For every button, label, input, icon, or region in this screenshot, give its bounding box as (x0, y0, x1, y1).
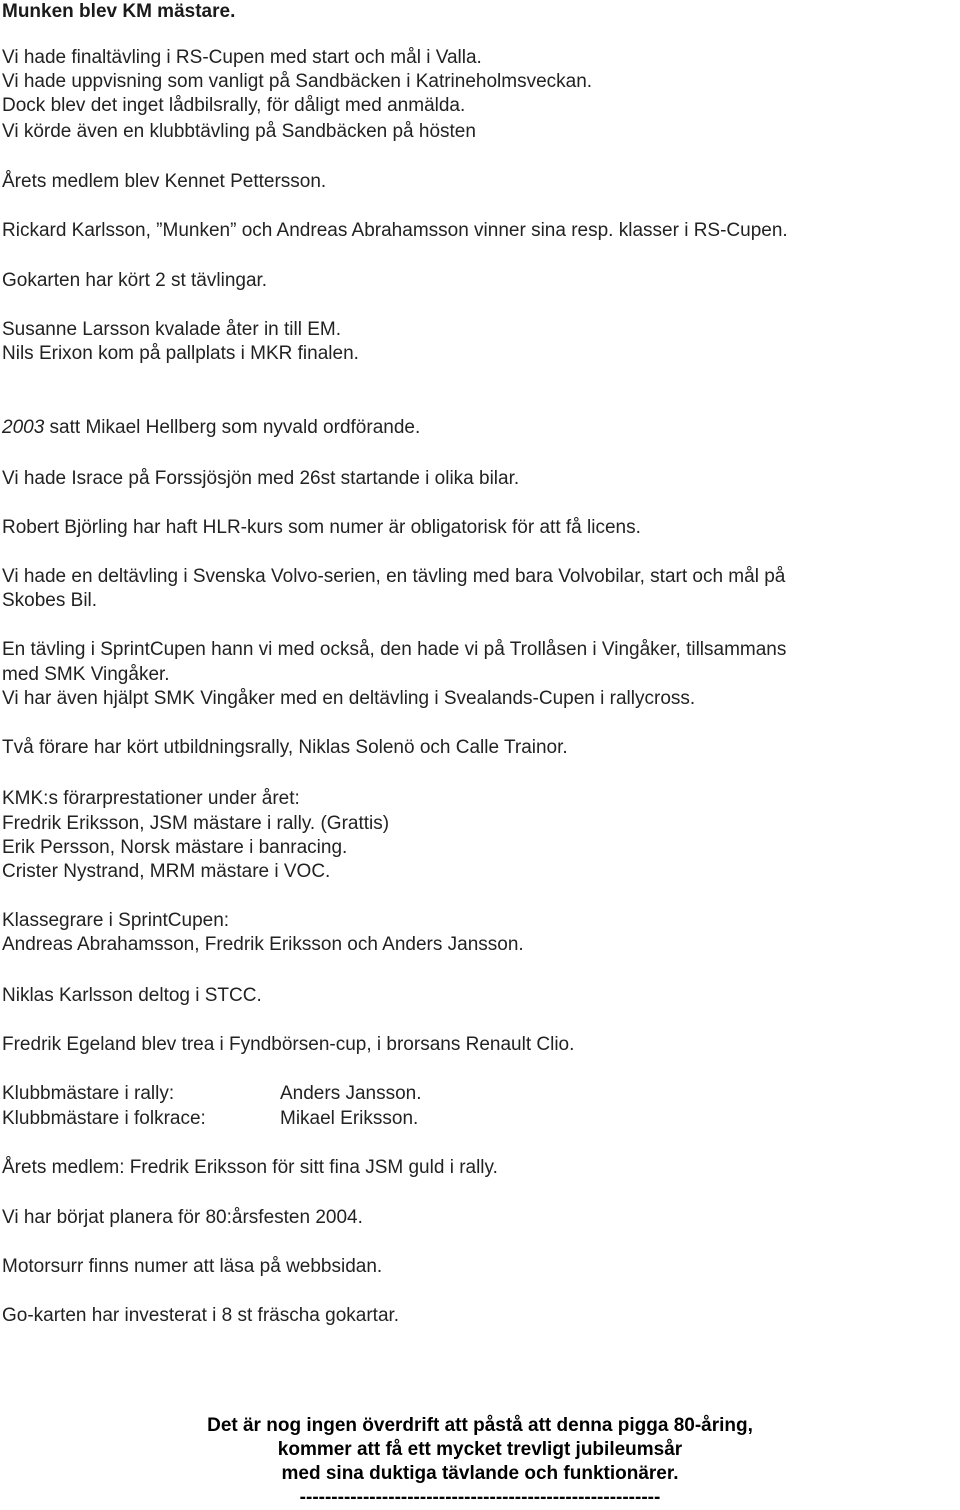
text-line: Gokarten har kört 2 st tävlingar. (2, 270, 268, 291)
text-line: med SMK Vingåker. (2, 664, 170, 685)
text-line: Vi hade finaltävling i RS-Cupen med start och mål i Valla. (2, 47, 482, 68)
text-line: Robert Björling har haft HLR-kurs som numer är obligatorisk för att få licens. (2, 517, 641, 538)
text-line: Klassegrare i SprintCupen: (2, 910, 230, 931)
champion-row (2, 1082, 422, 1106)
text-line: Andreas Abrahamsson, Fredrik Eriksson och Anders Jansson. (2, 934, 524, 955)
text-line: Motorsurr finns numer att läsa på webbsidan. (2, 1256, 383, 1277)
text-line: Nils Erixon kom på pallplats i MKR finalen. (2, 343, 359, 364)
text-line: Vi körde även en klubbtävling på Sandbäcken på hösten (2, 121, 476, 142)
closing-statement-line: Det är nog ingen överdrift att påstå att denna pigga 80-åring, (207, 1415, 753, 1436)
champion-name: Anders Jansson. (280, 1083, 422, 1104)
year-text: satt Mikael Hellberg som nyvald ordförande. (44, 417, 421, 438)
text-line: Vi har börjat planera för 80:årsfesten 2004. (2, 1207, 363, 1228)
text-line: Årets medlem blev Kennet Pettersson. (2, 171, 327, 192)
text-line: Vi hade uppvisning som vanligt på Sandbäcken i Katrineholmsveckan. (2, 71, 593, 92)
text-line: Erik Persson, Norsk mästare i banracing. (2, 837, 348, 858)
text-line: En tävling i SprintCupen hann vi med också, den hade vi på Trollåsen i Vingåker, tillsammans (2, 639, 787, 660)
closing-statement-line: kommer att få ett mycket trevligt jubileumsår (277, 1439, 683, 1460)
text-line: Två förare har kört utbildningsrally, Niklas Solenö och Calle Trainor. (2, 737, 568, 758)
text-line: KMK:s förarprestationer under året: (2, 788, 300, 809)
champion-label: Klubbmästare i folkrace: (2, 1108, 206, 1129)
champion-row (2, 1107, 419, 1131)
text-line: Susanne Larsson kvalade åter in till EM. (2, 319, 342, 340)
closing-divider: --------------------------------------------------------- (299, 1487, 661, 1508)
text-line: Go-karten har investerat i 8 st fräscha gokartar. (2, 1305, 400, 1326)
text-line: Årets medlem: Fredrik Eriksson för sitt fina JSM guld i rally. (2, 1157, 498, 1178)
closing-statement-line: med sina duktiga tävlande och funktionärer. (281, 1463, 679, 1484)
text-line: Fredrik Egeland blev trea i Fyndbörsen-cup, i brorsans Renault Clio. (2, 1034, 575, 1055)
text-line: Skobes Bil. (2, 590, 98, 611)
text-line: Crister Nystrand, MRM mästare i VOC. (2, 861, 331, 882)
text-line: Vi hade en deltävling i Svenska Volvo-serien, en tävling med bara Volvobilar, start och mål på (2, 566, 786, 587)
text-line: Rickard Karlsson, ”Munken” och Andreas Abrahamsson vinner sina resp. klasser i RS-Cupen. (2, 220, 788, 241)
champion-name: Mikael Eriksson. (280, 1108, 419, 1129)
text-line: Vi har även hjälpt SMK Vingåker med en deltävling i Svealands-Cupen i rallycross. (2, 688, 696, 709)
champion-label: Klubbmästare i rally: (2, 1083, 175, 1104)
text-line: Dock blev det inget lådbilsrally, för dåligt med anmälda. (2, 95, 466, 116)
text-line: Niklas Karlsson deltog i STCC. (2, 985, 262, 1006)
year-label: 2003 (2, 417, 45, 438)
text-line: Vi hade Israce på Forssjösjön med 26st startande i olika bilar. (2, 468, 520, 489)
text-line: Fredrik Eriksson, JSM mästare i rally. (Grattis) (2, 813, 390, 834)
heading-km: Munken blev KM mästare. (2, 1, 236, 22)
text-line-2003 (2, 416, 420, 440)
